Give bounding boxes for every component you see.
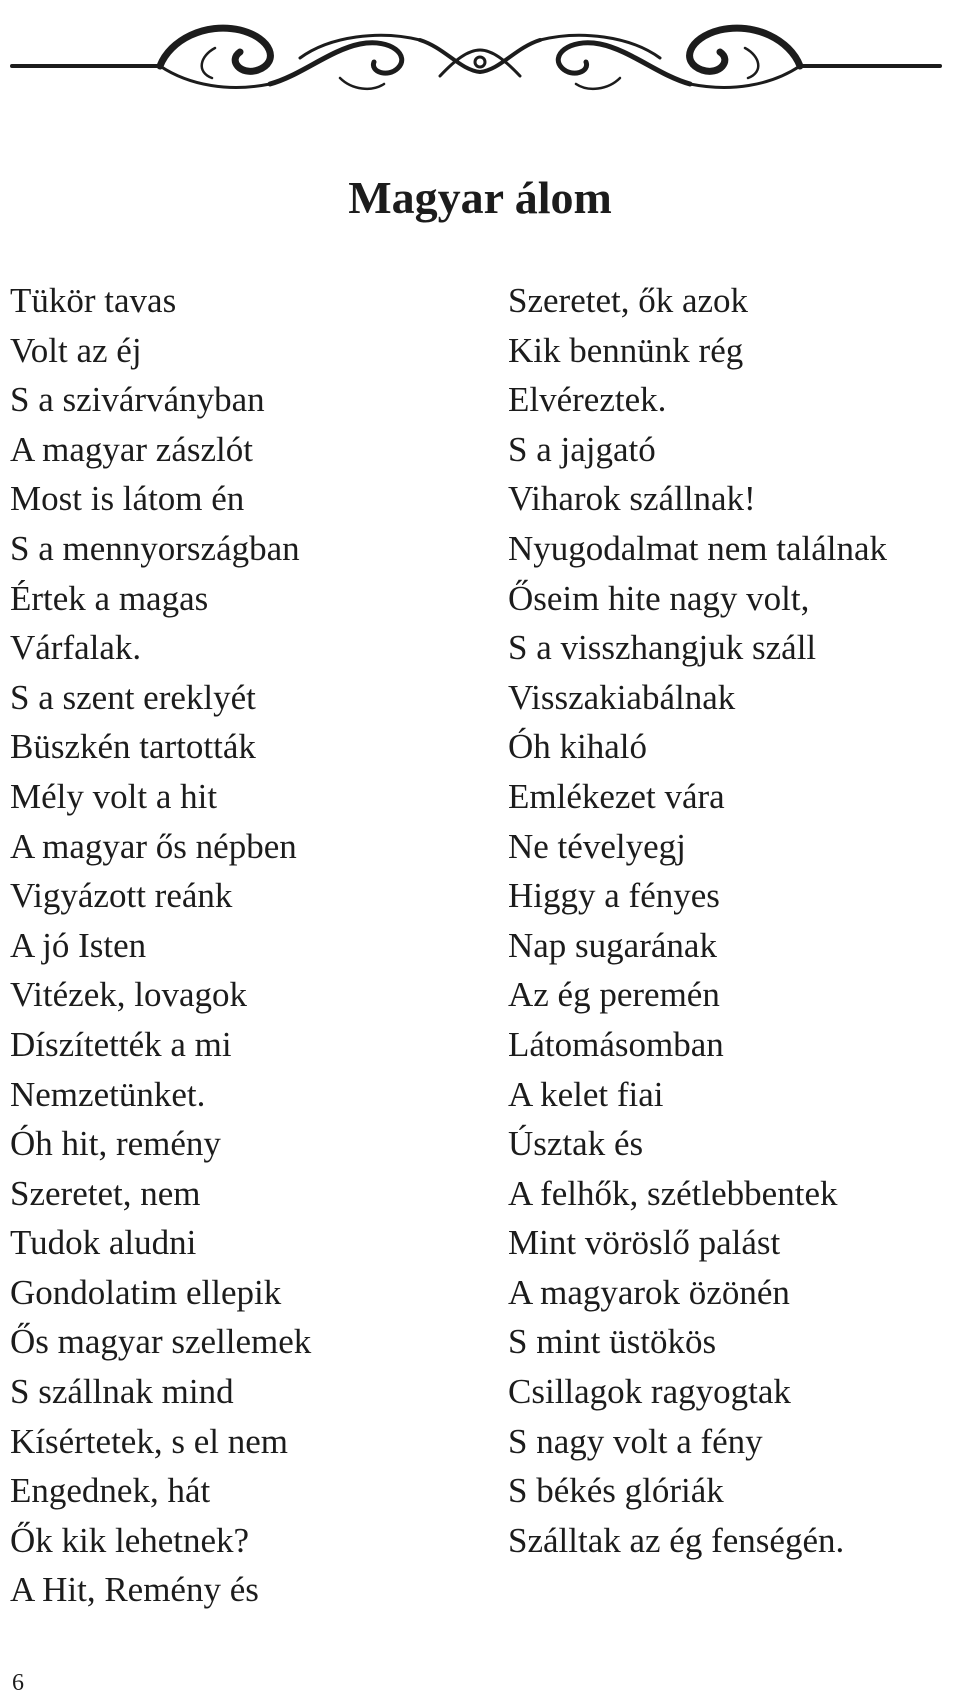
poem-line: S a szivárványban xyxy=(10,380,265,420)
poem-line: Díszítették a mi xyxy=(10,1024,232,1064)
poem-column-right xyxy=(508,276,958,1565)
poem-line: S nagy volt a fény xyxy=(508,1421,763,1461)
page-number: 6 xyxy=(12,1670,24,1696)
poem-line: Emlékezet vára xyxy=(508,776,725,816)
poem-line: A felhők, szétlebbentek xyxy=(508,1173,838,1213)
poem-line: A magyarok özönén xyxy=(508,1272,790,1312)
poem-line: A jó Isten xyxy=(10,925,147,965)
poem-line: Az ég peremén xyxy=(508,975,720,1015)
poem-line: Vigyázott reánk xyxy=(10,876,233,916)
poem-line: Csillagok ragyogtak xyxy=(508,1372,791,1412)
poem-line: Úsztak és xyxy=(508,1124,644,1164)
poem-line: Tudok aludni xyxy=(10,1223,197,1263)
poem-line: Higgy a fényes xyxy=(508,876,720,916)
poem-line: Mint vöröslő palást xyxy=(508,1223,781,1263)
poem-line: A magyar zászlót xyxy=(10,429,253,469)
poem-line: Őseim hite nagy volt, xyxy=(508,578,810,618)
poem-line: Volt az éj xyxy=(10,330,142,370)
poem-line: Nap sugarának xyxy=(508,925,717,965)
poem-line: Most is látom én xyxy=(10,479,245,519)
poem-line: Látomásomban xyxy=(508,1024,724,1064)
poem-line: Vitézek, lovagok xyxy=(10,975,247,1015)
poem-line: Tükör tavas xyxy=(10,281,177,320)
poem-line: Értek a magas xyxy=(10,578,209,618)
poem-line: S békés glóriák xyxy=(508,1471,724,1511)
poem-line: S a jajgató xyxy=(508,429,656,469)
poem-line: Nemzetünket. xyxy=(10,1074,206,1114)
poem-line: S a mennyországban xyxy=(10,528,300,568)
poem-line: Szeretet, ők azok xyxy=(508,281,749,320)
poem-line: A kelet fiai xyxy=(508,1074,664,1114)
poem-line: Kik bennünk rég xyxy=(508,330,744,370)
poem-line: Szálltak az ég fenségén. xyxy=(508,1520,845,1560)
poem-line: Várfalak. xyxy=(10,628,142,668)
poem-line: Óh kihaló xyxy=(508,727,648,767)
poem-title: Magyar álom xyxy=(348,172,612,223)
poem-line: S a visszhangjuk száll xyxy=(508,628,817,668)
poem-line: Kísértetek, s el nem xyxy=(10,1421,288,1461)
poem-line: Ők kik lehetnek? xyxy=(10,1520,250,1560)
poem-line: S a szent ereklyét xyxy=(10,677,256,717)
poem-column-left xyxy=(10,276,480,1615)
poem-line: Óh hit, remény xyxy=(10,1124,221,1164)
poem-line: Gondolatim ellepik xyxy=(10,1272,282,1312)
poem-line: Büszkén tartották xyxy=(10,727,256,767)
poem-line: A magyar ős népben xyxy=(10,826,297,866)
poem-line: Visszakiabálnak xyxy=(508,677,736,717)
poem-line: Nyugodalmat nem találnak xyxy=(508,528,888,568)
poem-line: Mély volt a hit xyxy=(10,776,218,816)
poem-line: S szállnak mind xyxy=(10,1372,234,1412)
poem-line: S mint üstökös xyxy=(508,1322,717,1362)
poem-line: Ne tévelyegj xyxy=(508,826,686,866)
poem-line: Szeretet, nem xyxy=(10,1173,201,1213)
poem-line: Engednek, hát xyxy=(10,1471,211,1511)
flourish-divider-icon xyxy=(0,0,960,110)
poem-line: Elvéreztek. xyxy=(508,380,667,420)
poem-line: Ős magyar szellemek xyxy=(10,1322,312,1362)
poem-line: Viharok szállnak! xyxy=(508,479,756,519)
poem-line: A Hit, Remény és xyxy=(10,1570,259,1610)
